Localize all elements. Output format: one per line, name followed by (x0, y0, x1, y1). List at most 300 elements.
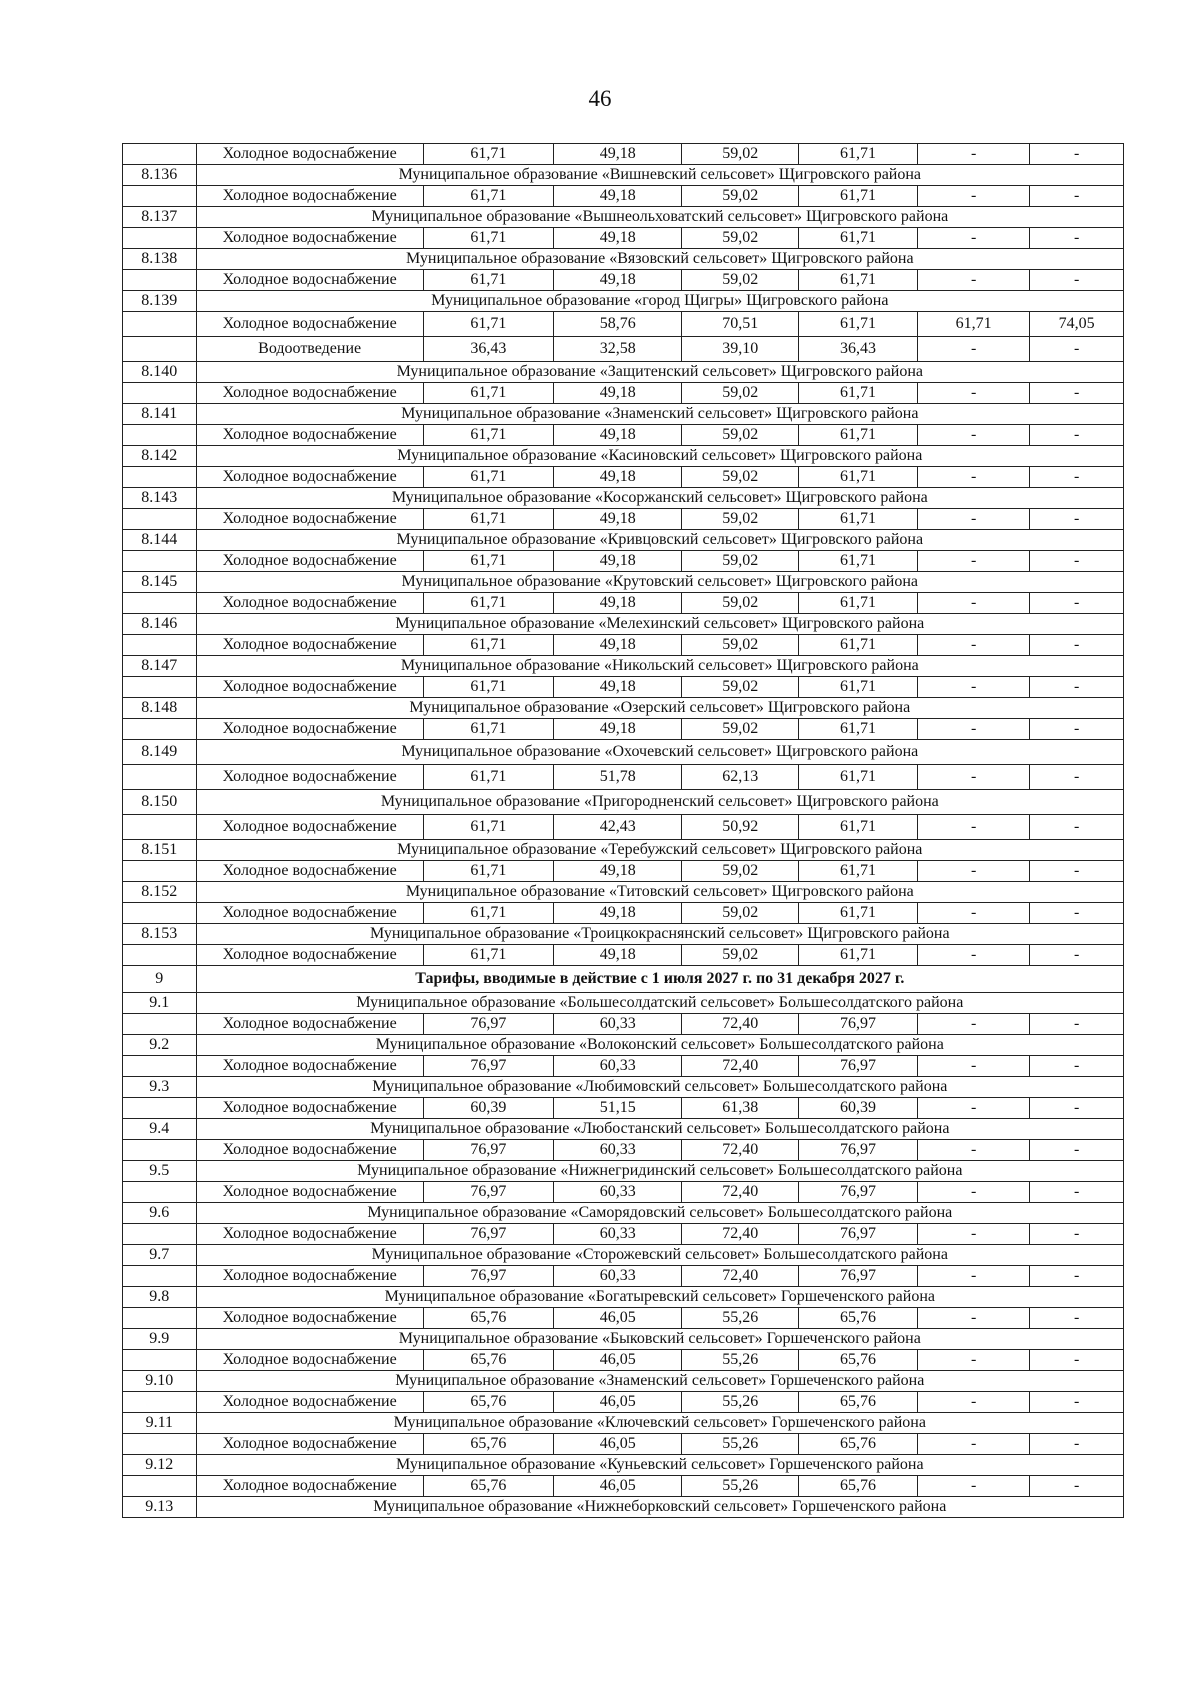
service-row (123, 383, 1124, 404)
row-number-cell: 8.140 (123, 362, 197, 383)
municipality-row (123, 1161, 1124, 1182)
tariff-value-cell: 51,15 (554, 1098, 682, 1119)
municipality-row (123, 882, 1124, 903)
tariff-value-cell: 42,43 (554, 815, 682, 840)
tariff-value-cell: 65,76 (799, 1350, 918, 1371)
tariff-value-cell: 74,05 (1030, 312, 1124, 337)
tariff-value-cell: - (917, 337, 1030, 362)
row-number-cell (123, 312, 197, 337)
tariff-value-cell: - (1030, 1308, 1124, 1329)
tariff-value-cell: 59,02 (682, 144, 799, 165)
tariff-value-cell: - (917, 903, 1030, 924)
tariff-value-cell: 61,71 (423, 270, 553, 291)
service-row (123, 719, 1124, 740)
tariff-value-cell: - (917, 228, 1030, 249)
tariff-value-cell: 61,71 (423, 228, 553, 249)
tariff-value-cell: - (1030, 903, 1124, 924)
tariff-value-cell: 61,71 (799, 635, 918, 656)
tariff-value-cell: 65,76 (423, 1434, 553, 1455)
tariff-value-cell: 76,97 (799, 1266, 918, 1287)
tariff-value-cell: 70,51 (682, 312, 799, 337)
tariff-value-cell: 61,71 (423, 186, 553, 207)
municipality-name-cell: Муниципальное образование «Куньевский сельсовет» Горшеченского района (196, 1455, 1123, 1476)
tariff-value-cell: 59,02 (682, 677, 799, 698)
tariff-value-cell: - (917, 383, 1030, 404)
row-number-cell: 9.5 (123, 1161, 197, 1182)
service-row (123, 1098, 1124, 1119)
tariff-value-cell: 61,71 (799, 144, 918, 165)
tariff-value-cell: 61,38 (682, 1098, 799, 1119)
municipality-name-cell: Муниципальное образование «Крутовский сельсовет» Щигровского района (196, 572, 1123, 593)
tariff-value-cell: 49,18 (554, 509, 682, 530)
tariff-value-cell: - (1030, 228, 1124, 249)
tariff-value-cell: 60,33 (554, 1224, 682, 1245)
tariff-value-cell: - (1030, 425, 1124, 446)
tariff-value-cell: - (917, 509, 1030, 530)
tariff-value-cell: 61,71 (799, 186, 918, 207)
tariff-value-cell: - (1030, 1098, 1124, 1119)
row-number-cell (123, 509, 197, 530)
tariff-value-cell: 49,18 (554, 186, 682, 207)
tariff-value-cell: 61,71 (423, 551, 553, 572)
service-row (123, 1182, 1124, 1203)
row-number-cell (123, 551, 197, 572)
tariff-value-cell: 61,71 (423, 383, 553, 404)
tariff-value-cell: - (1030, 509, 1124, 530)
service-row (123, 945, 1124, 966)
row-number-cell: 8.137 (123, 207, 197, 228)
service-row (123, 144, 1124, 165)
tariff-value-cell: 59,02 (682, 270, 799, 291)
tariff-value-cell: 61,71 (423, 593, 553, 614)
municipality-name-cell: Муниципальное образование «Большесолдатский сельсовет» Большесолдатского района (196, 993, 1123, 1014)
municipality-name-cell: Муниципальное образование «Любимовский сельсовет» Большесолдатского района (196, 1077, 1123, 1098)
row-number-cell (123, 337, 197, 362)
row-number-cell (123, 144, 197, 165)
service-row (123, 1308, 1124, 1329)
tariff-value-cell: 60,39 (799, 1098, 918, 1119)
municipality-name-cell: Муниципальное образование «Вязовский сельсовет» Щигровского района (196, 249, 1123, 270)
tariff-value-cell: - (917, 1182, 1030, 1203)
service-name-cell: Холодное водоснабжение (196, 903, 423, 924)
row-number-cell (123, 677, 197, 698)
municipality-row (123, 1413, 1124, 1434)
row-number-cell: 9.7 (123, 1245, 197, 1266)
tariff-value-cell: - (1030, 1014, 1124, 1035)
row-number-cell (123, 1266, 197, 1287)
tariff-value-cell: 60,33 (554, 1182, 682, 1203)
tariff-value-cell: - (917, 1014, 1030, 1035)
tariff-value-cell: 59,02 (682, 467, 799, 488)
tariff-value-cell: 76,97 (799, 1056, 918, 1077)
service-row (123, 186, 1124, 207)
tariff-value-cell: - (1030, 383, 1124, 404)
tariff-value-cell: - (1030, 765, 1124, 790)
row-number-cell: 8.143 (123, 488, 197, 509)
municipality-row (123, 362, 1124, 383)
service-row (123, 815, 1124, 840)
tariff-value-cell: 76,97 (423, 1014, 553, 1035)
service-name-cell: Холодное водоснабжение (196, 1350, 423, 1371)
tariff-value-cell: 59,02 (682, 228, 799, 249)
row-number-cell (123, 383, 197, 404)
row-number-cell: 9.13 (123, 1497, 197, 1518)
row-number-cell: 8.152 (123, 882, 197, 903)
tariff-value-cell: 59,02 (682, 903, 799, 924)
municipality-row (123, 698, 1124, 719)
tariff-value-cell: - (917, 815, 1030, 840)
service-name-cell: Холодное водоснабжение (196, 1224, 423, 1245)
tariff-value-cell: 76,97 (799, 1224, 918, 1245)
row-number-cell: 9.2 (123, 1035, 197, 1056)
tariff-value-cell: - (1030, 815, 1124, 840)
row-number-cell (123, 1350, 197, 1371)
municipality-name-cell: Муниципальное образование «Касиновский сельсовет» Щигровского района (196, 446, 1123, 467)
service-name-cell: Холодное водоснабжение (196, 425, 423, 446)
service-name-cell: Холодное водоснабжение (196, 1308, 423, 1329)
tariff-value-cell: 46,05 (554, 1308, 682, 1329)
tariff-value-cell: 49,18 (554, 551, 682, 572)
tariff-value-cell: - (917, 677, 1030, 698)
municipality-name-cell: Муниципальное образование «Вышнеольховатский сельсовет» Щигровского района (196, 207, 1123, 228)
service-name-cell: Холодное водоснабжение (196, 677, 423, 698)
tariff-value-cell: 46,05 (554, 1476, 682, 1497)
service-row (123, 270, 1124, 291)
tariff-value-cell: - (917, 765, 1030, 790)
service-name-cell: Холодное водоснабжение (196, 228, 423, 249)
municipality-row (123, 1077, 1124, 1098)
tariff-value-cell: 72,40 (682, 1140, 799, 1161)
municipality-name-cell: Муниципальное образование «Сторожевский сельсовет» Большесолдатского района (196, 1245, 1123, 1266)
municipality-row (123, 249, 1124, 270)
tariff-value-cell: 36,43 (423, 337, 553, 362)
tariff-value-cell: - (917, 1350, 1030, 1371)
municipality-row (123, 572, 1124, 593)
row-number-cell: 8.141 (123, 404, 197, 425)
tariff-value-cell: 61,71 (799, 551, 918, 572)
tariff-value-cell: 55,26 (682, 1392, 799, 1413)
row-number-cell: 9.12 (123, 1455, 197, 1476)
tariff-value-cell: 61,71 (799, 765, 918, 790)
municipality-row (123, 404, 1124, 425)
municipality-row (123, 656, 1124, 677)
tariff-value-cell: 58,76 (554, 312, 682, 337)
service-row (123, 425, 1124, 446)
tariff-value-cell: - (917, 945, 1030, 966)
row-number-cell: 9.4 (123, 1119, 197, 1140)
tariff-value-cell: 55,26 (682, 1476, 799, 1497)
municipality-name-cell: Муниципальное образование «Волоконский сельсовет» Большесолдатского района (196, 1035, 1123, 1056)
tariff-value-cell: - (917, 861, 1030, 882)
row-number-cell: 8.150 (123, 790, 197, 815)
tariff-value-cell: 76,97 (423, 1266, 553, 1287)
tariff-value-cell: 72,40 (682, 1182, 799, 1203)
tariff-value-cell: - (917, 1140, 1030, 1161)
tariff-value-cell: 76,97 (799, 1014, 918, 1035)
municipality-row (123, 1455, 1124, 1476)
tariff-value-cell: 61,71 (799, 228, 918, 249)
tariff-value-cell: 76,97 (799, 1182, 918, 1203)
service-name-cell: Холодное водоснабжение (196, 270, 423, 291)
municipality-row (123, 1119, 1124, 1140)
row-number-cell: 9.8 (123, 1287, 197, 1308)
row-number-cell (123, 1308, 197, 1329)
tariff-value-cell: 61,71 (423, 815, 553, 840)
service-row (123, 467, 1124, 488)
tariff-value-cell: 65,76 (423, 1476, 553, 1497)
service-row (123, 1014, 1124, 1035)
tariff-value-cell: 61,71 (799, 509, 918, 530)
row-number-cell: 8.149 (123, 740, 197, 765)
tariff-value-cell: 59,02 (682, 383, 799, 404)
municipality-row (123, 530, 1124, 551)
tariff-value-cell: 49,18 (554, 383, 682, 404)
service-name-cell: Холодное водоснабжение (196, 593, 423, 614)
service-row (123, 337, 1124, 362)
row-number-cell (123, 719, 197, 740)
row-number-cell (123, 945, 197, 966)
row-number-cell: 8.144 (123, 530, 197, 551)
service-name-cell: Холодное водоснабжение (196, 467, 423, 488)
tariff-value-cell: 55,26 (682, 1350, 799, 1371)
service-name-cell: Холодное водоснабжение (196, 1098, 423, 1119)
tariff-value-cell: - (917, 186, 1030, 207)
row-number-cell: 9.11 (123, 1413, 197, 1434)
service-row (123, 1266, 1124, 1287)
municipality-name-cell: Муниципальное образование «Саморядовский сельсовет» Большесолдатского района (196, 1203, 1123, 1224)
row-number-cell (123, 1182, 197, 1203)
tariff-value-cell: 60,33 (554, 1056, 682, 1077)
service-name-cell: Холодное водоснабжение (196, 186, 423, 207)
row-number-cell (123, 425, 197, 446)
municipality-name-cell: Муниципальное образование «Ключевский сельсовет» Горшеченского района (196, 1413, 1123, 1434)
row-number-cell: 8.138 (123, 249, 197, 270)
municipality-name-cell: Муниципальное образование «город Щигры» Щигровского района (196, 291, 1123, 312)
tariff-value-cell: - (1030, 861, 1124, 882)
service-row (123, 903, 1124, 924)
municipality-name-cell: Муниципальное образование «Нижнегридинский сельсовет» Большесолдатского района (196, 1161, 1123, 1182)
tariff-value-cell: 61,71 (799, 945, 918, 966)
municipality-name-cell: Муниципальное образование «Знаменский сельсовет» Горшеченского района (196, 1371, 1123, 1392)
tariff-value-cell: 49,18 (554, 228, 682, 249)
service-row (123, 1392, 1124, 1413)
tariff-value-cell: 49,18 (554, 677, 682, 698)
row-number-cell (123, 1434, 197, 1455)
tariff-value-cell: - (1030, 1056, 1124, 1077)
municipality-name-cell: Муниципальное образование «Троицкокраснянский сельсовет» Щигровского района (196, 924, 1123, 945)
tariff-value-cell: 65,76 (799, 1392, 918, 1413)
tariff-value-cell: - (1030, 1140, 1124, 1161)
tariff-value-cell: - (1030, 1434, 1124, 1455)
municipality-row (123, 1371, 1124, 1392)
service-name-cell: Холодное водоснабжение (196, 312, 423, 337)
municipality-name-cell: Муниципальное образование «Богатыревский сельсовет» Горшеченского района (196, 1287, 1123, 1308)
row-number-cell: 9.9 (123, 1329, 197, 1350)
tariff-value-cell: - (917, 1434, 1030, 1455)
tariff-value-cell: 62,13 (682, 765, 799, 790)
municipality-row (123, 165, 1124, 186)
tariff-value-cell: 46,05 (554, 1434, 682, 1455)
municipality-row (123, 207, 1124, 228)
tariff-value-cell: 49,18 (554, 425, 682, 446)
municipality-row (123, 446, 1124, 467)
tariff-value-cell: - (1030, 635, 1124, 656)
tariff-value-cell: - (1030, 719, 1124, 740)
tariff-value-cell: 49,18 (554, 861, 682, 882)
row-number-cell: 9.1 (123, 993, 197, 1014)
service-name-cell: Водоотведение (196, 337, 423, 362)
tariff-value-cell: 49,18 (554, 467, 682, 488)
tariff-value-cell: 59,02 (682, 861, 799, 882)
tariff-value-cell: - (917, 425, 1030, 446)
tariff-value-cell: 46,05 (554, 1392, 682, 1413)
tariff-value-cell: 72,40 (682, 1224, 799, 1245)
row-number-cell: 9 (123, 966, 197, 993)
tariff-value-cell: 59,02 (682, 551, 799, 572)
tariff-value-cell: 51,78 (554, 765, 682, 790)
tariff-value-cell: 59,02 (682, 593, 799, 614)
tariff-value-cell: 61,71 (423, 903, 553, 924)
tariff-value-cell: - (917, 551, 1030, 572)
municipality-row (123, 1287, 1124, 1308)
municipality-name-cell: Муниципальное образование «Косоржанский сельсовет» Щигровского района (196, 488, 1123, 509)
municipality-row (123, 488, 1124, 509)
service-name-cell: Холодное водоснабжение (196, 1266, 423, 1287)
row-number-cell (123, 1098, 197, 1119)
tariff-value-cell: 61,71 (423, 467, 553, 488)
row-number-cell (123, 186, 197, 207)
row-number-cell (123, 1392, 197, 1413)
tariff-table-body (123, 144, 1124, 1518)
row-number-cell (123, 467, 197, 488)
service-row (123, 509, 1124, 530)
service-row (123, 551, 1124, 572)
municipality-name-cell: Муниципальное образование «Пригородненский сельсовет» Щигровского района (196, 790, 1123, 815)
row-number-cell (123, 1014, 197, 1035)
municipality-row (123, 790, 1124, 815)
row-number-cell: 8.146 (123, 614, 197, 635)
tariff-value-cell: - (1030, 337, 1124, 362)
municipality-row (123, 614, 1124, 635)
service-row (123, 765, 1124, 790)
tariff-value-cell: 61,71 (799, 312, 918, 337)
tariff-value-cell: - (1030, 1350, 1124, 1371)
tariff-value-cell: 61,71 (917, 312, 1030, 337)
service-name-cell: Холодное водоснабжение (196, 861, 423, 882)
service-row (123, 228, 1124, 249)
tariff-value-cell: - (1030, 270, 1124, 291)
service-name-cell: Холодное водоснабжение (196, 1434, 423, 1455)
municipality-row (123, 1245, 1124, 1266)
service-name-cell: Холодное водоснабжение (196, 719, 423, 740)
tariff-value-cell: 61,71 (799, 425, 918, 446)
tariff-value-cell: 36,43 (799, 337, 918, 362)
tariff-value-cell: 61,71 (423, 144, 553, 165)
municipality-row (123, 1203, 1124, 1224)
tariff-value-cell: - (917, 635, 1030, 656)
row-number-cell: 8.142 (123, 446, 197, 467)
tariff-value-cell: - (917, 467, 1030, 488)
row-number-cell (123, 765, 197, 790)
tariff-value-cell: 49,18 (554, 270, 682, 291)
service-name-cell: Холодное водоснабжение (196, 1140, 423, 1161)
tariff-value-cell: - (917, 1224, 1030, 1245)
tariff-value-cell: - (917, 1098, 1030, 1119)
municipality-name-cell: Муниципальное образование «Теребужский сельсовет» Щигровского района (196, 840, 1123, 861)
tariff-value-cell: 32,58 (554, 337, 682, 362)
tariff-value-cell: 61,71 (423, 677, 553, 698)
tariff-value-cell: 61,71 (799, 383, 918, 404)
tariff-value-cell: 60,33 (554, 1266, 682, 1287)
tariff-value-cell: 72,40 (682, 1056, 799, 1077)
service-name-cell: Холодное водоснабжение (196, 945, 423, 966)
tariff-value-cell: 60,39 (423, 1098, 553, 1119)
tariff-value-cell: 59,02 (682, 635, 799, 656)
tariff-value-cell: 49,18 (554, 593, 682, 614)
service-name-cell: Холодное водоснабжение (196, 1014, 423, 1035)
row-number-cell (123, 1476, 197, 1497)
municipality-name-cell: Муниципальное образование «Вишневский сельсовет» Щигровского района (196, 165, 1123, 186)
tariff-value-cell: 61,71 (799, 270, 918, 291)
tariff-value-cell: - (917, 719, 1030, 740)
tariff-value-cell: - (917, 593, 1030, 614)
row-number-cell (123, 861, 197, 882)
service-name-cell: Холодное водоснабжение (196, 551, 423, 572)
service-row (123, 593, 1124, 614)
municipality-row (123, 740, 1124, 765)
tariff-value-cell: - (917, 1266, 1030, 1287)
municipality-name-cell: Муниципальное образование «Озерский сельсовет» Щигровского района (196, 698, 1123, 719)
municipality-name-cell: Муниципальное образование «Любостанский сельсовет» Большесолдатского района (196, 1119, 1123, 1140)
tariff-value-cell: - (1030, 467, 1124, 488)
service-name-cell: Холодное водоснабжение (196, 765, 423, 790)
tariff-value-cell: 49,18 (554, 945, 682, 966)
tariff-value-cell: 61,71 (799, 719, 918, 740)
row-number-cell: 8.145 (123, 572, 197, 593)
tariff-value-cell: 61,71 (423, 765, 553, 790)
tariff-value-cell: 50,92 (682, 815, 799, 840)
tariff-value-cell: 60,33 (554, 1140, 682, 1161)
tariff-value-cell: - (917, 144, 1030, 165)
municipality-row (123, 840, 1124, 861)
municipality-name-cell: Муниципальное образование «Кривцовский сельсовет» Щигровского района (196, 530, 1123, 551)
municipality-name-cell: Муниципальное образование «Мелехинский сельсовет» Щигровского района (196, 614, 1123, 635)
service-name-cell: Холодное водоснабжение (196, 509, 423, 530)
service-name-cell: Холодное водоснабжение (196, 1056, 423, 1077)
tariff-value-cell: 65,76 (423, 1392, 553, 1413)
municipality-name-cell: Муниципальное образование «Защитенский сельсовет» Щигровского района (196, 362, 1123, 383)
service-name-cell: Холодное водоснабжение (196, 635, 423, 656)
service-row (123, 1434, 1124, 1455)
tariff-value-cell: - (1030, 945, 1124, 966)
service-row (123, 312, 1124, 337)
tariff-value-cell: - (1030, 1182, 1124, 1203)
service-name-cell: Холодное водоснабжение (196, 144, 423, 165)
tariff-value-cell: 39,10 (682, 337, 799, 362)
tariff-value-cell: 76,97 (423, 1140, 553, 1161)
service-name-cell: Холодное водоснабжение (196, 1476, 423, 1497)
tariff-value-cell: 59,02 (682, 186, 799, 207)
tariff-value-cell: 76,97 (799, 1140, 918, 1161)
municipality-name-cell: Муниципальное образование «Никольский сельсовет» Щигровского района (196, 656, 1123, 677)
tariff-value-cell: 49,18 (554, 635, 682, 656)
row-number-cell: 8.139 (123, 291, 197, 312)
tariff-value-cell: - (917, 1308, 1030, 1329)
service-row (123, 1224, 1124, 1245)
tariff-value-cell: 61,71 (799, 467, 918, 488)
tariff-value-cell: 55,26 (682, 1308, 799, 1329)
tariff-value-cell: 61,71 (799, 903, 918, 924)
